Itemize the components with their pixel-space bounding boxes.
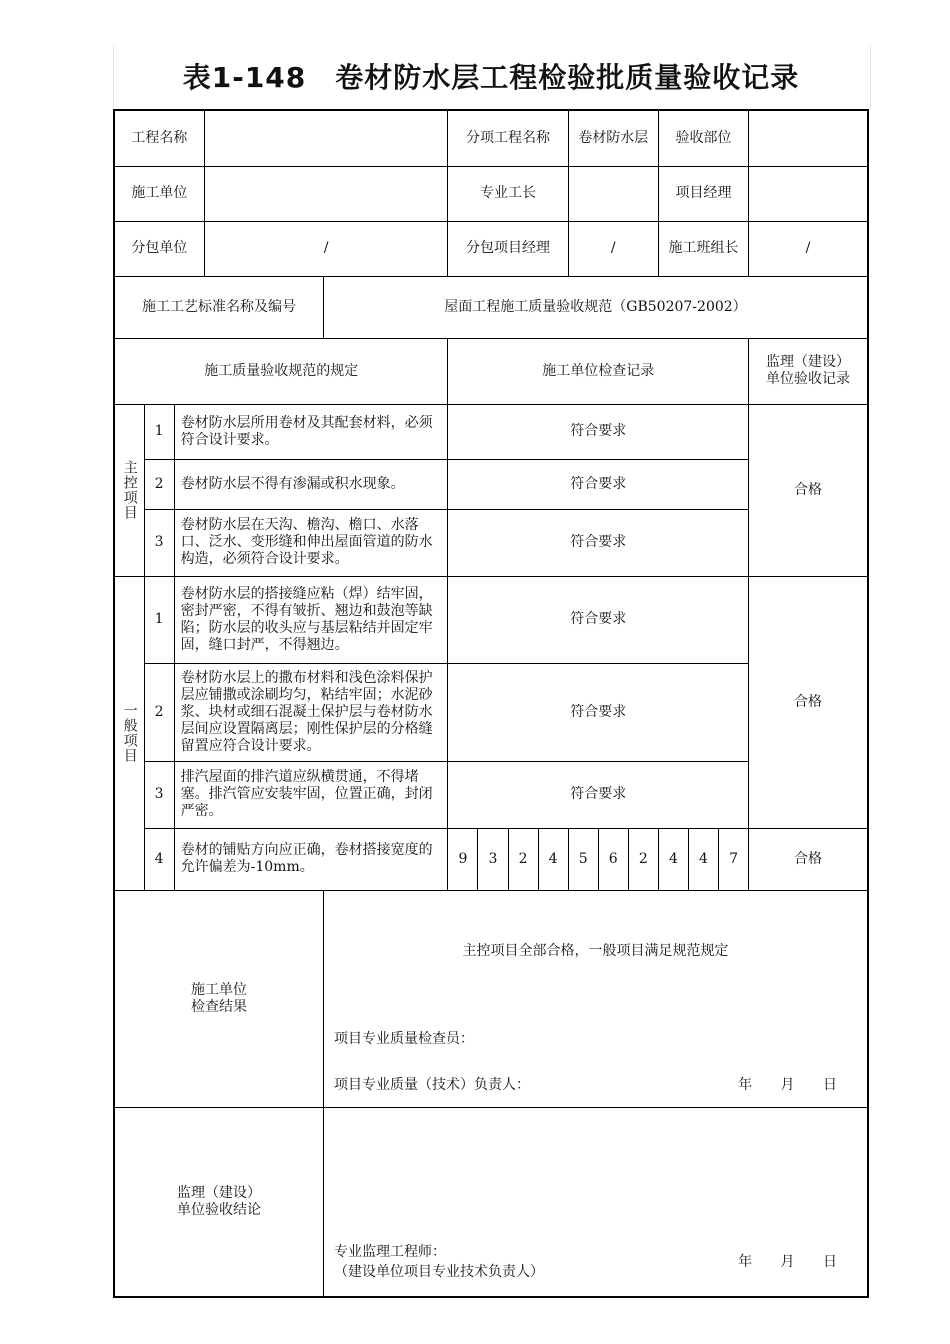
quality-responsible-line: 项目专业质量（技术）负责人： xyxy=(333,1076,530,1093)
sub-project-value: 卷材防水层 xyxy=(568,110,658,166)
measured-value: 4 xyxy=(538,828,568,890)
subcontract-unit-label: 分包单位 xyxy=(114,221,204,276)
item-requirement: 卷材防水层不得有渗漏或积水现象。 xyxy=(174,459,448,509)
accept-part-label: 验收部位 xyxy=(658,110,748,166)
project-name-label: 工程名称 xyxy=(114,110,204,166)
main-items-label: 主控项目 xyxy=(114,404,144,576)
construction-check-box xyxy=(324,891,867,1107)
measured-value: 9 xyxy=(448,828,478,890)
subcontract-pm-value: / xyxy=(568,221,658,276)
supervision-conclusion-label: 监理（建设） 单位验收结论 xyxy=(114,1107,323,1297)
subcontract-pm-label: 分包项目经理 xyxy=(448,221,568,276)
item-number: 1 xyxy=(144,404,174,459)
item-requirement: 卷材防水层所用卷材及其配套材料，必须符合设计要求。 xyxy=(174,404,448,459)
measured-value: 5 xyxy=(568,828,598,890)
item-requirement: 卷材防水层在天沟、檐沟、檐口、水落口、泛水、变形缝和伸出屋面管道的防水构造，必须符合设计要求。 xyxy=(174,509,448,576)
header-row-1 xyxy=(114,110,868,166)
project-name-value xyxy=(204,110,448,166)
item-number: 2 xyxy=(144,663,174,761)
item-number: 3 xyxy=(144,761,174,828)
general-items-label: 一般项目 xyxy=(114,576,144,890)
supervision-engineer-alt-line: （建设单位项目专业技术负责人） xyxy=(333,1263,544,1280)
project-manager-label: 项目经理 xyxy=(658,166,748,221)
measured-value: 4 xyxy=(658,828,688,890)
general-item-row-measured xyxy=(114,828,868,890)
project-manager-value xyxy=(749,166,868,221)
standard-value: 屋面工程施工质量验收规范（GB50207-2002） xyxy=(323,276,868,338)
measured-value: 3 xyxy=(478,828,508,890)
check-date: 年 月 日 xyxy=(738,1076,849,1093)
foreman-label: 专业工长 xyxy=(448,166,568,221)
item-check-record: 符合要求 xyxy=(448,404,749,459)
foreman-value xyxy=(568,166,658,221)
main-items-result: 合格 xyxy=(749,404,868,576)
measured-value: 4 xyxy=(688,828,718,890)
quality-inspector-line: 项目专业质量检查员： xyxy=(333,1030,474,1047)
inspection-record-table xyxy=(113,109,869,1298)
sub-project-label: 分项工程名称 xyxy=(448,110,568,166)
item-requirement: 排汽屋面的排汽道应纵横贯通，不得堵塞。排汽管应安装牢固，位置正确，封闭严密。 xyxy=(174,761,448,828)
check-conclusion: 主控项目全部合格，一般项目满足规范规定 xyxy=(462,942,729,959)
column-header-row xyxy=(114,338,868,404)
item-check-record: 符合要求 xyxy=(448,459,749,509)
item-requirement: 卷材的铺贴方向应正确，卷材搭接宽度的允许偏差为-10mm。 xyxy=(174,828,448,890)
item-requirement: 卷材防水层上的撒布材料和浅色涂料保护层应铺撒或涂刷均匀，粘结牢固；水泥砂浆、块材或细石混凝土保护层与卷材防水层间应设置隔离层；刚性保护层的分格缝留置应符合设计要求。 xyxy=(174,663,448,761)
construction-unit-label: 施工单位 xyxy=(114,166,204,221)
supervision-conclusion-content xyxy=(323,1107,868,1297)
construction-unit-value xyxy=(204,166,448,221)
supervision-column-header: 监理（建设） 单位验收记录 xyxy=(749,338,868,404)
measured-item-result: 合格 xyxy=(749,828,868,890)
check-column-header: 施工单位检查记录 xyxy=(448,338,749,404)
team-leader-label: 施工班组长 xyxy=(658,221,748,276)
header-row-3 xyxy=(114,221,868,276)
item-check-record: 符合要求 xyxy=(448,509,749,576)
item-check-record: 符合要求 xyxy=(448,576,749,663)
general-items-result: 合格 xyxy=(749,576,868,828)
item-number: 3 xyxy=(144,509,174,576)
item-check-record: 符合要求 xyxy=(448,663,749,761)
measured-value: 2 xyxy=(628,828,658,890)
measured-value: 2 xyxy=(508,828,538,890)
item-number: 4 xyxy=(144,828,174,890)
item-requirement: 卷材防水层的搭接缝应粘（焊）结牢固，密封严密，不得有皱折、翘边和鼓泡等缺陷；防水层的收头应与基层粘结并固定牢固，缝口封严，不得翘边。 xyxy=(174,576,448,663)
item-number: 2 xyxy=(144,459,174,509)
general-item-row xyxy=(114,576,868,663)
measured-value: 7 xyxy=(719,828,749,890)
item-number: 1 xyxy=(144,576,174,663)
subcontract-unit-value: / xyxy=(204,221,448,276)
accept-part-value xyxy=(749,110,868,166)
supervision-date: 年 月 日 xyxy=(738,1253,849,1270)
spec-column-header: 施工质量验收规范的规定 xyxy=(114,338,448,404)
supervision-conclusion-box xyxy=(324,1108,867,1296)
main-item-row xyxy=(114,404,868,459)
construction-check-row xyxy=(114,890,868,1107)
supervision-conclusion-row xyxy=(114,1107,868,1297)
construction-check-content xyxy=(323,890,868,1107)
standard-row xyxy=(114,276,868,338)
supervision-engineer-line: 专业监理工程师： xyxy=(333,1243,446,1260)
page-title: 表1-148 卷材防水层工程检验批质量验收记录 xyxy=(182,61,800,94)
standard-label: 施工工艺标准名称及编号 xyxy=(114,276,323,338)
measured-value: 6 xyxy=(598,828,628,890)
construction-check-label: 施工单位 检查结果 xyxy=(114,890,323,1107)
team-leader-value: / xyxy=(749,221,868,276)
header-row-2 xyxy=(114,166,868,221)
item-check-record: 符合要求 xyxy=(448,761,749,828)
